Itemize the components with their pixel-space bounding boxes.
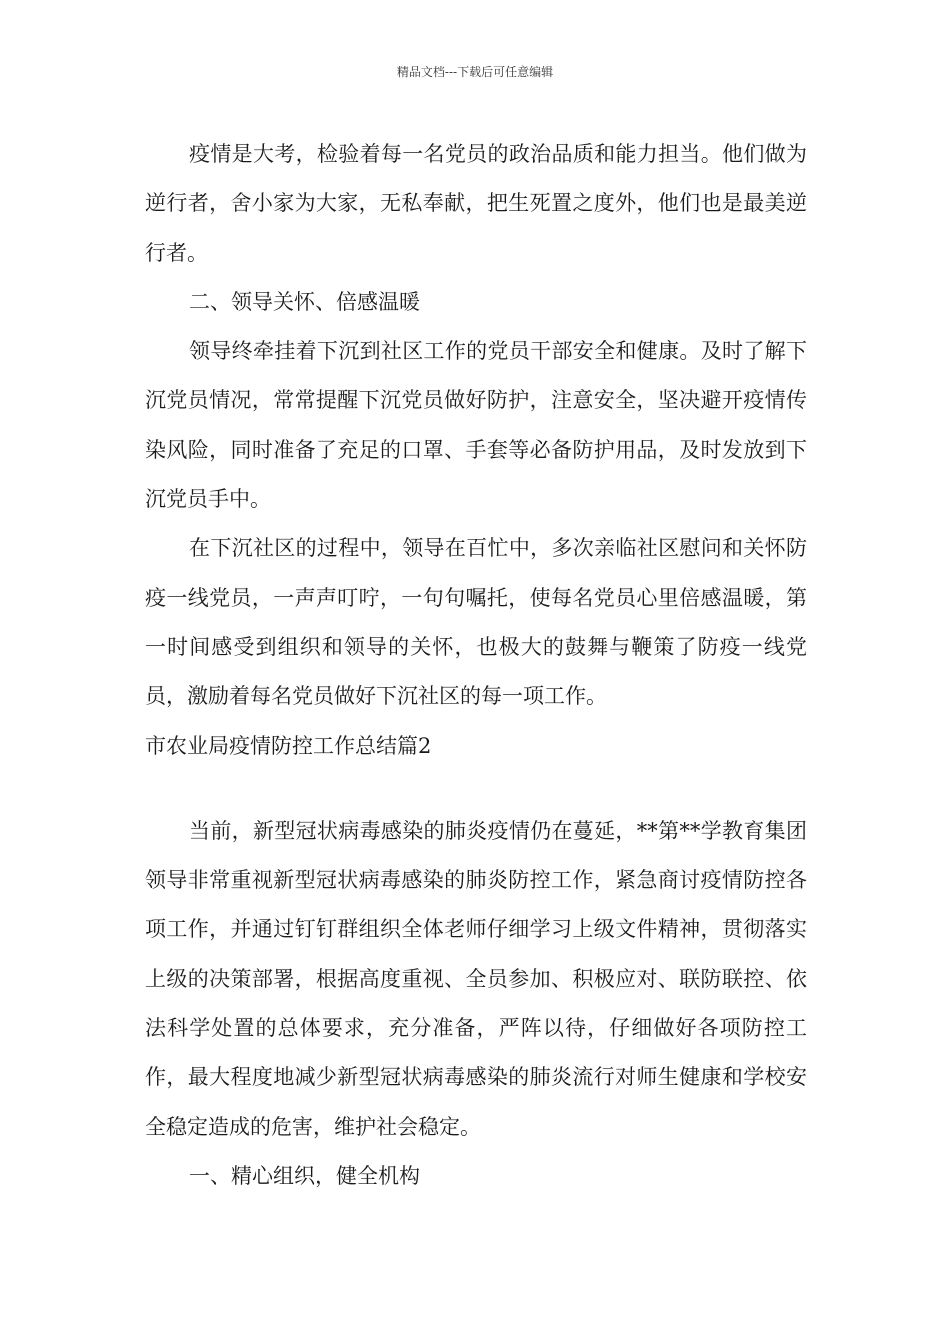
paragraph-leadership-concern: 领导终牵挂着下沉到社区工作的党员干部安全和健康。及时了解下沉党员情况，常常提醒下沉党员做好防护，注意安全，坚决避开疫情传染风险，同时准备了充足的口罩、手套等必备防护用品，及时发放到下沉党员手中。 <box>145 339 807 512</box>
article-title-part-2: 市农业局疫情防控工作总结篇2 <box>145 733 432 758</box>
page-header: 精品文档---下载后可任意编辑 <box>396 65 554 79</box>
section-heading-leadership-care: 二、领导关怀、倍感温暖 <box>189 289 420 314</box>
document-body <box>145 130 807 1201</box>
section-heading-organization: 一、精心组织，健全机构 <box>189 1163 420 1188</box>
paragraph-intro: 疫情是大考，检验着每一名党员的政治品质和能力担当。他们做为逆行者，舍小家为大家，无私奉献，把生死置之度外，他们也是最美逆行者。 <box>145 142 807 265</box>
paragraph-leadership-visits: 在下沉社区的过程中，领导在百忙中，多次亲临社区慰问和关怀防疫一线党员，一声声叮咛，一句句嘱托，使每名党员心里倍感温暖，第一时间感受到组织和领导的关怀，也极大的鼓舞与鞭策了防疫一线党员，激励着每名党员做好下沉社区的每一项工作。 <box>145 536 807 709</box>
paragraph-current-situation: 当前，新型冠状病毒感染的肺炎疫情仍在蔓延，**第**学教育集团领导非常重视新型冠状病毒感染的肺炎防控工作，紧急商讨疫情防控各项工作，并通过钉钉群组织全体老师仔细学习上级文件精神，贯彻落实上级的决策部署，根据高度重视、全员参加、积极应对、联防联控、依法科学处置的总体要求，充分准备，严阵以待，仔细做好各项防控工作，最大程度地减少新型冠状病毒感染的肺炎流行对师生健康和学校安全稳定造成的危害，维护社会稳定。 <box>145 818 807 1139</box>
